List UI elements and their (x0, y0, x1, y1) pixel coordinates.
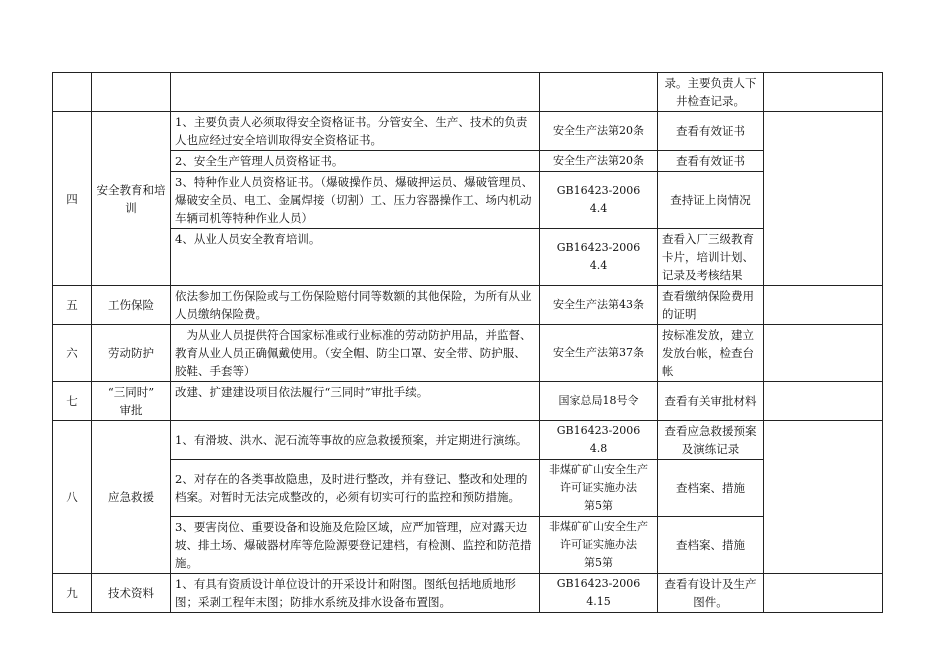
row-number: 四 (53, 112, 92, 286)
inspection-table (52, 72, 883, 613)
category-cell: 应急救援 (92, 421, 171, 574)
basis-line: 4.15 (586, 595, 611, 608)
category-cell: 技术资料 (92, 574, 171, 613)
method-cell: 录。主要负责人下井检查记录。 (658, 73, 764, 112)
remark-cell (764, 286, 883, 325)
requirement-cell: 依法参加工伤保险或与工伤保险赔付同等数额的其他保险，为所有从业人员缴纳保险费。 (171, 286, 540, 325)
table-row (53, 229, 883, 286)
basis-line: GB16423-2006 (556, 424, 641, 437)
basis-line: 第5第 (584, 499, 613, 512)
basis-cell (540, 460, 658, 517)
category-cell: 工伤保险 (92, 286, 171, 325)
category-cell (92, 73, 171, 112)
basis-cell (540, 73, 658, 112)
remark-cell (764, 325, 883, 382)
basis-cell (540, 421, 658, 460)
table-row (53, 151, 883, 172)
basis-line: 4.4 (589, 202, 608, 215)
table-row (53, 286, 883, 325)
basis-cell (540, 574, 658, 613)
method-cell: 查档案、措施 (658, 517, 764, 574)
table-row (53, 460, 883, 517)
remark-cell (764, 574, 883, 613)
requirement-cell: 2、对存在的各类事故隐患，及时进行整改，并有登记、整改和处理的档案。对暂时无法完成整改的，必须有切实可行的监控和预防措施。 (171, 460, 540, 517)
basis-cell: 安全生产法第20条 (540, 112, 658, 151)
basis-line: GB16423-2006 (556, 241, 641, 254)
category-cell: 劳动防护 (92, 325, 171, 382)
row-number: 七 (53, 382, 92, 421)
basis-cell: 安全生产法第43条 (540, 286, 658, 325)
row-number: 五 (53, 286, 92, 325)
remark-cell (764, 112, 883, 286)
table-row (53, 325, 883, 382)
category-cell: 安全教育和培训 (92, 112, 171, 286)
table-row (53, 574, 883, 613)
basis-cell: 国家总局18号令 (540, 382, 658, 421)
category-cell (92, 382, 171, 421)
remark-cell (764, 73, 883, 112)
row-number: 九 (53, 574, 92, 613)
requirement-cell: 3、特种作业人员资格证书。（爆破操作员、爆破押运员、爆破管理员、爆破安全员、电工、金属焊接（切割）工、压力容器操作工、场内机动车辆司机等特种作业人员） (171, 172, 540, 229)
basis-cell: 安全生产法第37条 (540, 325, 658, 382)
table-row (53, 421, 883, 460)
basis-line: 4.4 (589, 259, 608, 272)
method-cell: 查看有效证书 (658, 151, 764, 172)
requirement-cell: 4、从业人员安全教育培训。 (171, 229, 540, 286)
basis-cell: 安全生产法第20条 (540, 151, 658, 172)
method-cell: 按标准发放，建立发放台帐，检查台帐 (658, 325, 764, 382)
category-line: 审批 (119, 403, 143, 417)
method-cell: 查看应急救援预案及演练记录 (658, 421, 764, 460)
row-number (53, 73, 92, 112)
requirement-cell: 改建、扩建建设项目依法履行“三同时”审批手续。 (171, 382, 540, 421)
requirement-cell: 1、有具有资质设计单位设计的开采设计和附图。图纸包括地质地形图；采剥工程年末图；防排水系统及排水设备布置图。 (171, 574, 540, 613)
basis-line: 非煤矿矿山安全生产许可证实施办法 (549, 520, 648, 551)
method-cell: 查看有设计及生产图件。 (658, 574, 764, 613)
table-row (53, 172, 883, 229)
requirement-cell: 1、主要负责人必须取得安全资格证书。分管安全、生产、技术的负责人也应经过安全培训取得安全资格证书。 (171, 112, 540, 151)
basis-cell (540, 229, 658, 286)
table-row (53, 382, 883, 421)
row-number: 八 (53, 421, 92, 574)
requirement-cell (171, 73, 540, 112)
basis-cell (540, 517, 658, 574)
table-row (53, 73, 883, 112)
remark-cell (764, 421, 883, 574)
method-cell: 查档案、措施 (658, 460, 764, 517)
row-number: 六 (53, 325, 92, 382)
method-cell: 查看缴纳保险费用的证明 (658, 286, 764, 325)
category-line: “三同时” (107, 385, 155, 399)
basis-cell (540, 172, 658, 229)
method-cell: 查看有效证书 (658, 112, 764, 151)
method-cell: 查看有关审批材料 (658, 382, 764, 421)
requirement-cell: 1、有滑坡、洪水、泥石流等事故的应急救援预案，并定期进行演练。 (171, 421, 540, 460)
basis-line: GB16423-2006 (556, 184, 641, 197)
requirement-cell: 2、安全生产管理人员资格证书。 (171, 151, 540, 172)
requirement-cell: 为从业人员提供符合国家标准或行业标准的劳动防护用品，并监督、教育从业人员正确佩戴使用。（安全帽、防尘口罩、安全带、防护服、胶鞋、手套等） (171, 325, 540, 382)
basis-line: 第5第 (584, 556, 613, 569)
method-cell: 查看入厂三级教育卡片，培训计划、记录及考核结果 (658, 229, 764, 286)
basis-line: 4.8 (589, 442, 608, 455)
method-cell: 查持证上岗情况 (658, 172, 764, 229)
table-row (53, 112, 883, 151)
requirement-cell: 3、要害岗位、重要设备和设施及危险区域，应严加管理，应对露天边坡、排土场、爆破器材库等危险源要登记建档，有检测、监控和防范措施。 (171, 517, 540, 574)
basis-line: 非煤矿矿山安全生产许可证实施办法 (549, 463, 648, 494)
remark-cell (764, 382, 883, 421)
table-row (53, 517, 883, 574)
basis-line: GB16423-2006 (556, 577, 641, 590)
